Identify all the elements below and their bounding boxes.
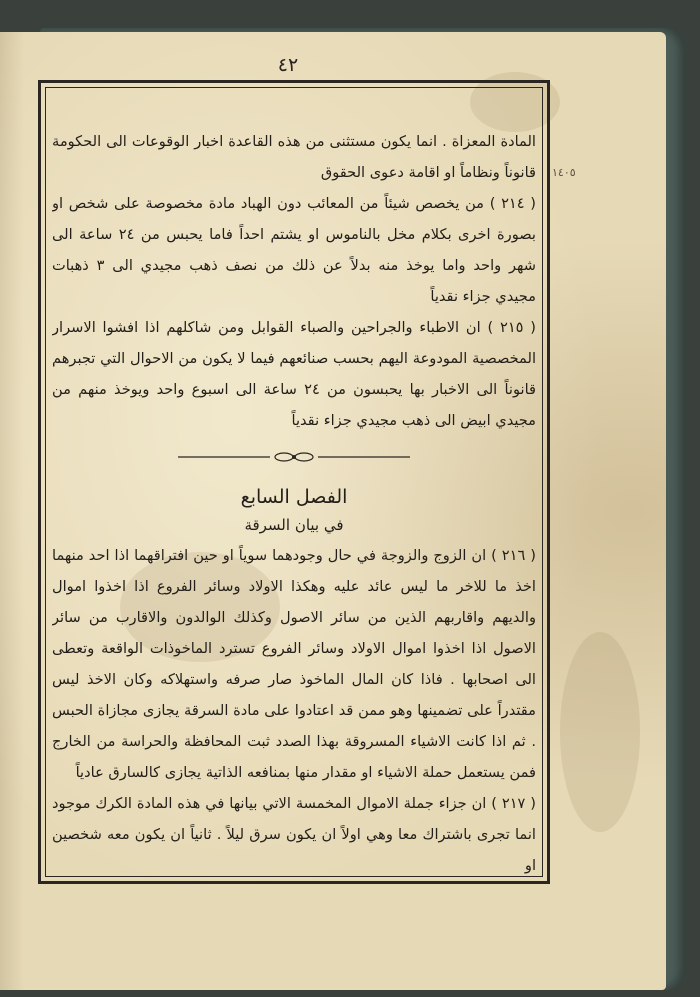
article-215: ( ٢١٥ ) ان الاطباء والجراحين والصباء القوابل ومن شاكلهم اذا افشوا الاسرار المخصصية المودوعة اليهم بحسب صنائعهم فيما لا يكون من الاحوال التي تجبرهم قانوناً الى الاخبار بها يحبسون من ٢٤ ساعة الى اسبوع واحد ويوخذ منهم من مجيدي ابيض الى ذهب مجيدي جزاء نقدياً	[52, 319, 536, 429]
page-number: ٤٢	[277, 54, 299, 76]
page-body-text	[52, 126, 536, 874]
chapter-subtitle: في بيان السرقة	[244, 516, 344, 534]
ornament-icon	[174, 450, 414, 464]
article-217: ( ٢١٧ ) ان جزاء جملة الاموال المخمسة الاتي بيانها في هذه المادة الكرك موجود انما تجرى باشتراك معا وهي اولاً ان يكون سرق ليلاً . ثانياً ان يكون معه شخصين او	[52, 795, 536, 874]
article-214: ( ٢١٤ ) من يخصص شيئاً من المعائب دون الهباد مادة مخصوصة على شخص او بصورة اخرى بكلام مخل بالناموس او يشتم احداً فاما يحبس من ٢٤ ساعة الى شهر واحد واما يوخذ منه بدلاً عن ذلك من نصف ذهب مجيدي الى ٣ ذهبات مجيدي جزاء نقدياً	[52, 195, 536, 305]
chapter-title: الفصل السابع	[240, 486, 348, 508]
article-216: ( ٢١٦ ) ان الزوج والزوجة في حال وجودهما سوياً او حين افتراقهما اذا احد منهما اخذ ما للاخر ما ليس عائد عليه وهكذا الاولاد وسائر الفروع اذا اخذوا اموال والديهم واقاربهم الذين من سائر الاصول وكذلك الوالدون والاقارب من سائر الاصول اذا اخذوا اموال الاولاد وسائر الفروع تسترد الماخوذات الواقعة وتعطى الى اصحابها . فاذا كان المال الماخوذ صار صرفه واستهلاكه وكان الاخذ ليس مقتدراً على تضمينها وهو ممن قد اعتادوا على مادة السرقة يجازى مجازاة الحبس . ثم اذا كانت الاشياء المسروقة بهذا الصدد ثبت المحافظة والحراسة من الخارج فمن يستعمل حملة الاشياء او مقدار منها بمنافعه الذاتية يجازى كالسارق عادياً	[52, 547, 536, 781]
ornamental-divider	[52, 436, 536, 478]
intro-paragraph: المادة المعزاة . انما يكون مستثنى من هذه القاعدة اخبار الوقوعات الى الحكومة قانوناً ونظاماً او اقامة دعوى الحقوق	[52, 133, 536, 181]
margin-note: ١٤٠٥	[552, 166, 576, 179]
